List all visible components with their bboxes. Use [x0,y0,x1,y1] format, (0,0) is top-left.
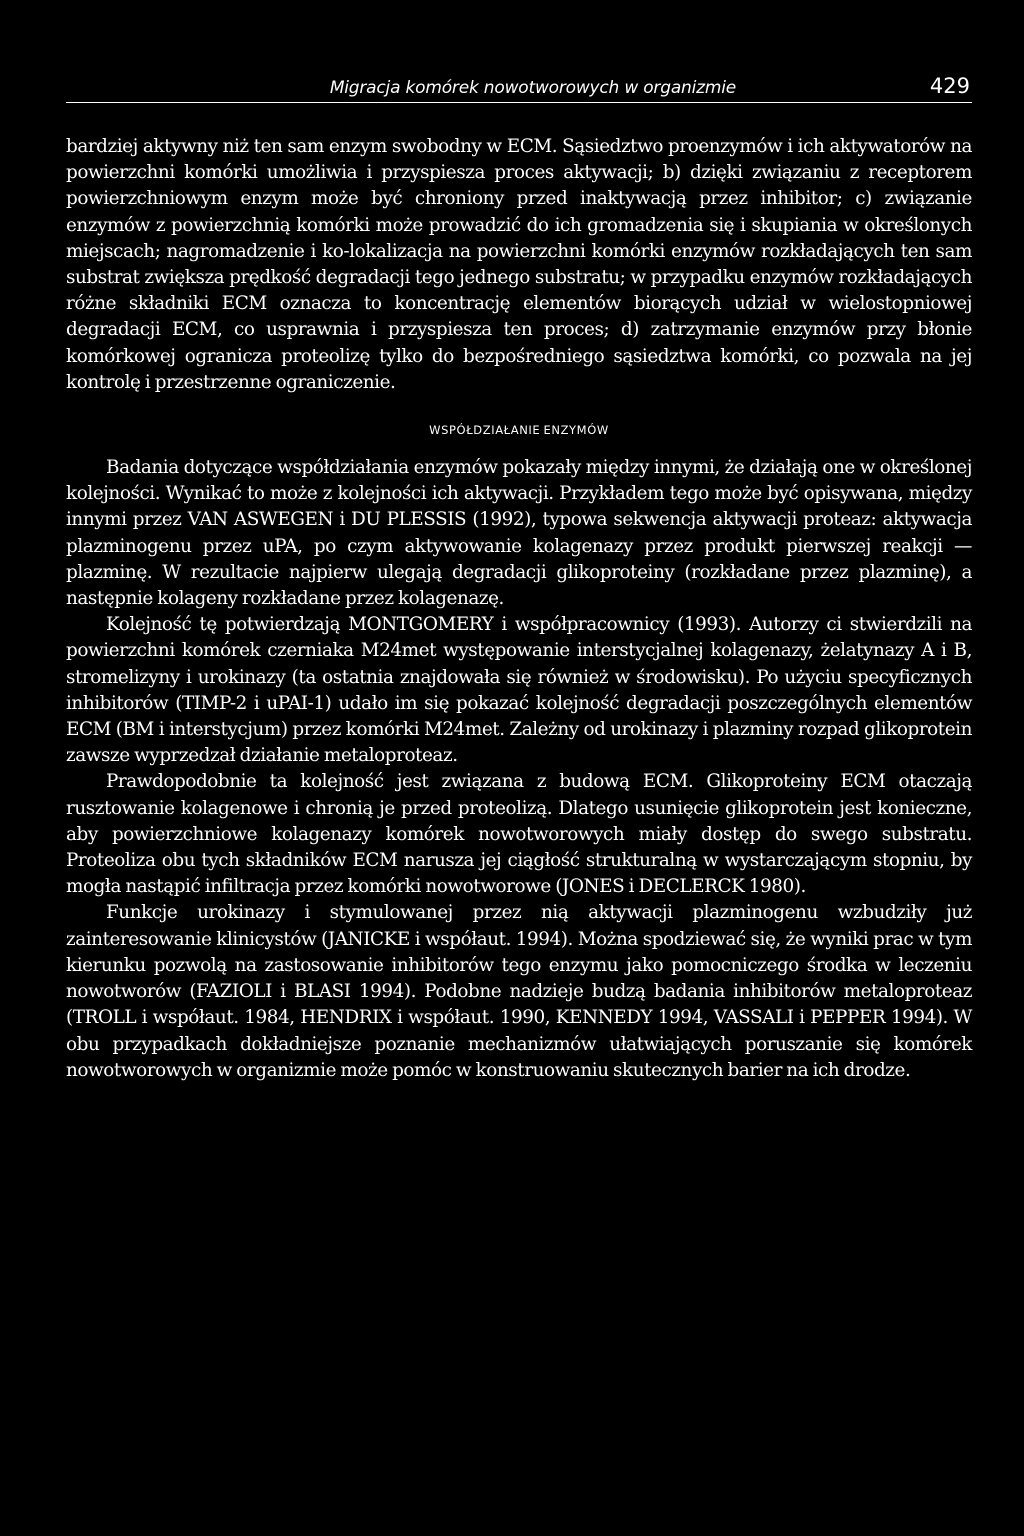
paragraph: Badania dotyczące współdziałania enzymów pokazały między innymi, że działają one w określonej kolejności. Wynikać to może z kolejności ich aktywacji. Przykładem tego może być opisywana, między innymi przez VAN ASWEGEN i DU PLESSIS (1992), typowa sekwencja aktywacji proteaz: aktywacja plazminogenu przez uPA, po czym aktywowanie kolagenazy przez produkt pierwszej reakcji — plazminę. W rezultacie najpierw ulegają degradacji glikoproteiny (rozkładane przez plazminę), a następnie kolageny rozkładane przez kolagenazę. [66,457,972,610]
paragraph: Prawdopodobnie ta kolejność jest związana z budową ECM. Glikoproteiny ECM otaczają rusztowanie kolagenowe i chronią je przed proteolizą. Dlatego usunięcie glikoprotein jest konieczne, aby powierzchniowe kolagenazy komórek nowotworowych miały dostęp do swego substratu. Proteoliza obu tych składników ECM narusza jej ciągłość strukturalną w wystarczającym stopniu, by mogła nastąpić infiltracja przez komórki nowotworowe (JONES i DECLERCK 1980). [66,771,972,898]
book-page [66,72,972,1084]
running-header [66,72,972,103]
body-text [66,134,972,1084]
page-number: 429 [929,74,970,98]
paragraph: Kolejność tę potwierdzają MONTGOMERY i współpracownicy (1993). Autorzy ci stwierdzili na powierzchni komórek czerniaka M24met występowanie interstycjalnej kolagenazy, żelatynazy A i B, stromelizyny i urokinazy (ta ostatnia znajdowała się również w środowisku). Po użyciu specyficznych inhibitorów (TIMP-2 i uPAI-1) udało im się pokazać kolejność degradacji poszczególnych elementów ECM (BM i interstycjum) przez komórki M24met. Zależny od urokinazy i plazminy rozpad glikoprotein zawsze wyprzedzał działanie metaloproteaz. [66,614,972,767]
running-title: Migracja komórek nowotworowych w organizmie [329,78,736,98]
paragraph: Funkcje urokinazy i stymulowanej przez nią aktywacji plazminogenu wzbudziły już zainteresowanie klinicystów (JANICKE i współaut. 1994). Można spodziewać się, że wyniki prac w tym kierunku pozwolą na zastosowanie inhibitorów tego enzymu jako pomocniczego środka w leczeniu nowotworów (FAZIOLI i BLASI 1994). Podobne nadzieje budzą badania inhibitorów metaloproteaz (TROLL i współaut. 1984, HENDRIX i współaut. 1990, KENNEDY 1994, VASSALI i PEPPER 1994). W obu przypadkach dokładniejsze poznanie mechanizmów ułatwiających poruszanie się komórek nowotworowych w organizmie może pomóc w konstruowaniu skutecznych barier na ich drodze. [66,902,972,1081]
section-heading: WSPÓŁDZIAŁANIE ENZYMÓW [429,423,609,438]
paragraph-continued: bardziej aktywny niż ten sam enzym swobodny w ECM. Sąsiedztwo proenzymów i ich aktywatorów na powierzchni komórki umożliwia i przyspiesza proces aktywacji; b) dzięki związaniu z receptorem powierzchniowym enzym może być chroniony przed inaktywacją przez inhibitor; c) związanie enzymów z powierzchnią komórki może prowadzić do ich gromadzenia się i skupiania w określonych miejscach; nagromadzenie i ko-lokalizacja na powierzchni komórki enzymów rozkładających ten sam substrat zwiększa prędkość degradacji tego jednego substratu; w przypadku enzymów rozkładających różne składniki ECM oznacza to koncentrację elementów biorących udział w wielostopniowej degradacji ECM, co usprawnia i przyspiesza ten proces; d) zatrzymanie enzymów przy błonie komórkowej ogranicza proteolizę tylko do bezpośredniego sąsiedztwa komórki, co pozwala na jej kontrolę i przestrzenne ograniczenie. [66,136,972,393]
